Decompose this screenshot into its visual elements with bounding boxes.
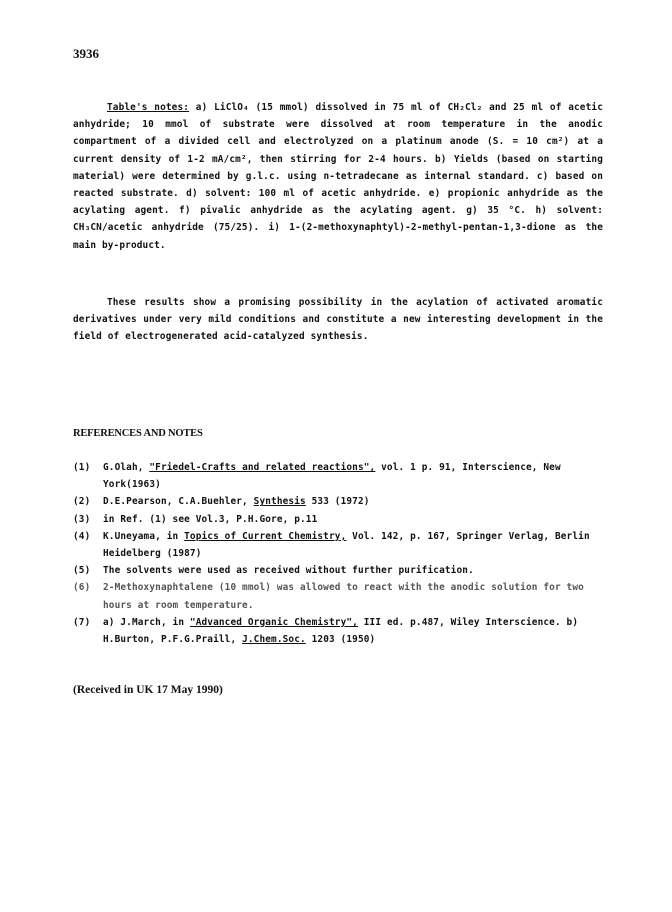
reference-number: (7) [73, 616, 91, 628]
reference-item [73, 579, 613, 613]
reference-text: G.Olah, [103, 462, 150, 473]
reference-item [73, 562, 613, 579]
reference-number: (1) [73, 462, 91, 473]
references-list [73, 459, 613, 648]
reference-text: III ed. p.487, Wiley Interscience. b) H.Burton, P.F.G.Praill, [103, 616, 579, 646]
table-notes-label: Table's notes: [107, 102, 190, 113]
reference-title: Synthesis [253, 496, 306, 508]
reference-text: K.Uneyama, in [103, 530, 185, 542]
reference-number: (3) [73, 513, 91, 525]
reference-title: Topics of Current Chemistry, [184, 530, 347, 542]
reference-item [73, 614, 613, 648]
reference-title: "Advanced Organic Chemistry", [189, 616, 358, 628]
reference-journal: J.Chem.Soc. [242, 634, 306, 646]
reference-item [73, 511, 613, 528]
received-line: (Received in UK 17 May 1990) [73, 684, 223, 696]
reference-title: "Friedel-Crafts and related reactions", [149, 462, 376, 473]
reference-number: (5) [73, 565, 91, 577]
reference-text: 1203 (1950) [305, 634, 376, 646]
body-paragraph [73, 294, 603, 346]
reference-item [73, 493, 613, 510]
table-notes-text: a) LiClO₄ (15 mmol) dissolved in 75 ml of CH₂Cl₂ and 25 ml of acetic anhydride; 10 mmol of substrate were dissolved at room temperature in the anodic compartment of a divided cell and electrolyzed on a platinum anode (S. = 10 cm²) at a current density of 1-2 mA/cm², then stirring for 2-4 hours. b) Yields (based on starting material) were determined by g.l.c. using n-tetradecane as internal standard. c) based on reacted substrate. d) solvent: 100 ml of acetic anhydride. e) propionic anhydride as the acylating agent. f) pivalic anhydride as the acylating agent. g) 35 °C. h) solvent: CH₃CN/acetic anhydride (75/25). i) 1-(2-methoxynaphtyl)-2-methyl-pentan-1,3-dione as the main by-product. [73, 102, 603, 251]
reference-text: 2-Methoxynaphtalene (10 mmol) was allowed to react with the anodic solution for two hours at room temperature. [103, 582, 584, 611]
body-paragraph-text: These results show a promising possibility in the acylation of activated aromatic derivatives under very mild conditions and constitute a new interesting development in the field of electrogenerated acid-catalyzed synthesis. [73, 297, 603, 343]
reference-text: in Ref. (1) see Vol.3, P.H.Gore, p.11 [103, 513, 318, 525]
reference-number: (2) [73, 496, 91, 508]
references-heading: REFERENCES AND NOTES [73, 428, 203, 439]
reference-text: vol. 1 p. 91, Interscience, New York(1963) [103, 462, 561, 491]
reference-text: The solvents were used as received without further purification. [103, 565, 474, 577]
reference-text: a) J.March, in [103, 616, 190, 628]
table-notes [73, 99, 603, 254]
reference-text: D.E.Pearson, C.A.Buehler, [103, 496, 254, 508]
reference-item [73, 528, 613, 562]
reference-item [73, 459, 613, 493]
reference-text: 533 (1972) [305, 496, 370, 508]
reference-number: (4) [73, 530, 91, 542]
page-number: 3936 [73, 46, 99, 61]
reference-number: (6) [73, 582, 91, 594]
reference-text: Vol. 142, p. 167, Springer Verlag, Berlin Heidelberg (1987) [103, 530, 590, 560]
